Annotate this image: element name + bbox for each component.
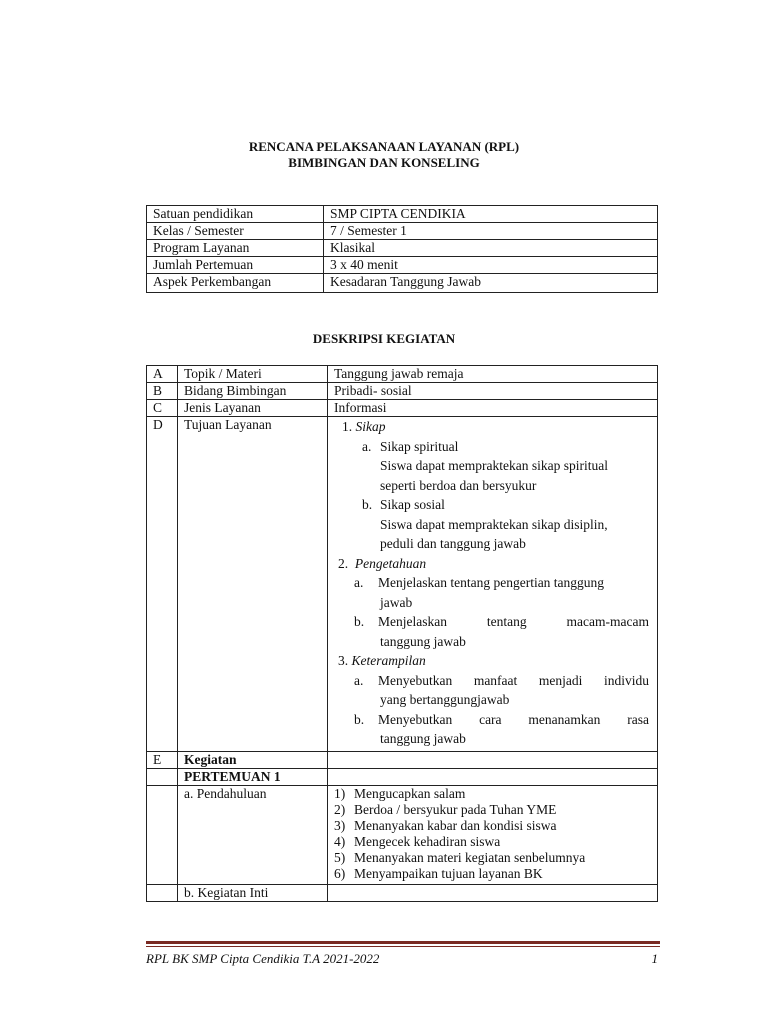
row-letter: B xyxy=(147,383,178,400)
table-row xyxy=(147,884,658,901)
objective-group: 2. Pengetahuan xyxy=(338,555,427,571)
identity-value: 7 / Semester 1 xyxy=(324,223,658,240)
list-item: 1) Mengucapkan salam xyxy=(334,785,466,801)
intro-label: a. Pendahuluan xyxy=(178,785,328,884)
list-item: 5) Menanyakan materi kegiatan senbelumnya xyxy=(334,849,586,865)
section-title: DESKRIPSI KEGIATAN xyxy=(312,331,456,346)
row-label: Topik / Materi xyxy=(178,366,328,383)
objective-item: b. Menjelaskan tentang macam-macam xyxy=(354,614,649,629)
objective-text: tanggung jawab xyxy=(380,731,466,746)
row-value: Informasi xyxy=(328,400,658,417)
page-number: 1 xyxy=(651,951,658,966)
row-value: Tanggung jawab remaja xyxy=(328,366,658,383)
objective-group: 3. Keterampilan xyxy=(338,653,426,668)
identity-value: Klasikal xyxy=(324,240,658,257)
identity-label: Kelas / Semester xyxy=(147,223,324,240)
row-value: Pribadi- sosial xyxy=(328,383,658,400)
table-row xyxy=(147,785,658,884)
table-row xyxy=(147,751,658,768)
identity-label: Program Layanan xyxy=(147,240,324,257)
table-row xyxy=(147,274,658,293)
identity-label: Aspek Perkembangan xyxy=(147,274,324,293)
list-item: 6) Menyampaikan tujuan layanan BK xyxy=(334,865,543,881)
row-letter: C xyxy=(147,400,178,417)
row-label: Bidang Bimbingan xyxy=(178,383,328,400)
list-item: 2) Berdoa / bersyukur pada Tuhan YME xyxy=(334,801,557,817)
identity-table xyxy=(146,205,658,293)
identity-value: 3 x 40 menit xyxy=(324,257,658,274)
objectives-cell xyxy=(328,417,658,752)
table-row xyxy=(147,206,658,223)
row-label: Kegiatan xyxy=(178,751,328,768)
document-title: RENCANA PELAKSANAAN LAYANAN (RPL) xyxy=(248,139,520,154)
objective-text: tanggung jawab xyxy=(380,633,466,649)
objective-item: a. Menyebutkan manfaat menjadi individu xyxy=(354,672,649,688)
footer-rule xyxy=(146,941,660,944)
identity-label: Jumlah Pertemuan xyxy=(147,257,324,274)
list-item: 3) Menanyakan kabar dan kondisi siswa xyxy=(334,817,557,833)
objective-text: seperti berdoa dan bersyukur xyxy=(380,477,537,493)
table-row xyxy=(147,417,658,752)
intro-activities xyxy=(328,785,658,884)
objective-text: Siswa dapat mempraktekan sikap disiplin, xyxy=(380,516,608,532)
table-row xyxy=(147,400,658,417)
description-table xyxy=(146,365,658,902)
table-row xyxy=(147,223,658,240)
row-label: Tujuan Layanan xyxy=(178,417,328,752)
core-label: b. Kegiatan Inti xyxy=(178,884,328,901)
identity-value: SMP CIPTA CENDIKIA xyxy=(324,206,658,223)
objective-text: yang bertanggungjawab xyxy=(380,692,510,707)
objective-item: b. Sikap sosial xyxy=(362,497,445,512)
row-letter: A xyxy=(147,366,178,383)
objective-text: Siswa dapat mempraktekan sikap spiritual xyxy=(380,458,608,473)
objective-item: b. Menyebutkan cara menanamkan rasa xyxy=(354,711,649,727)
identity-value: Kesadaran Tanggung Jawab xyxy=(324,274,658,293)
table-row xyxy=(147,383,658,400)
footer-rule xyxy=(146,946,660,947)
objective-text: peduli dan tanggung jawab xyxy=(380,536,526,551)
row-letter: E xyxy=(147,751,178,768)
table-row xyxy=(147,257,658,274)
row-label: Jenis Layanan xyxy=(178,400,328,417)
objective-text: jawab xyxy=(380,594,413,610)
objective-item: a. Menjelaskan tentang pengertian tanggung xyxy=(354,575,605,590)
identity-label: Satuan pendidikan xyxy=(147,206,324,223)
table-row xyxy=(147,240,658,257)
objective-item: a. Sikap spiritual xyxy=(362,438,459,454)
objective-group: 1. Sikap xyxy=(342,419,386,434)
row-letter: D xyxy=(147,417,178,752)
table-row xyxy=(147,768,658,785)
document-subtitle: BIMBINGAN DAN KONSELING xyxy=(288,155,480,170)
table-row xyxy=(147,366,658,383)
footer-text: RPL BK SMP Cipta Cendikia T.A 2021-2022 xyxy=(146,951,380,966)
list-item: 4) Mengecek kehadiran siswa xyxy=(334,833,501,849)
meeting-label: PERTEMUAN 1 xyxy=(178,768,328,785)
